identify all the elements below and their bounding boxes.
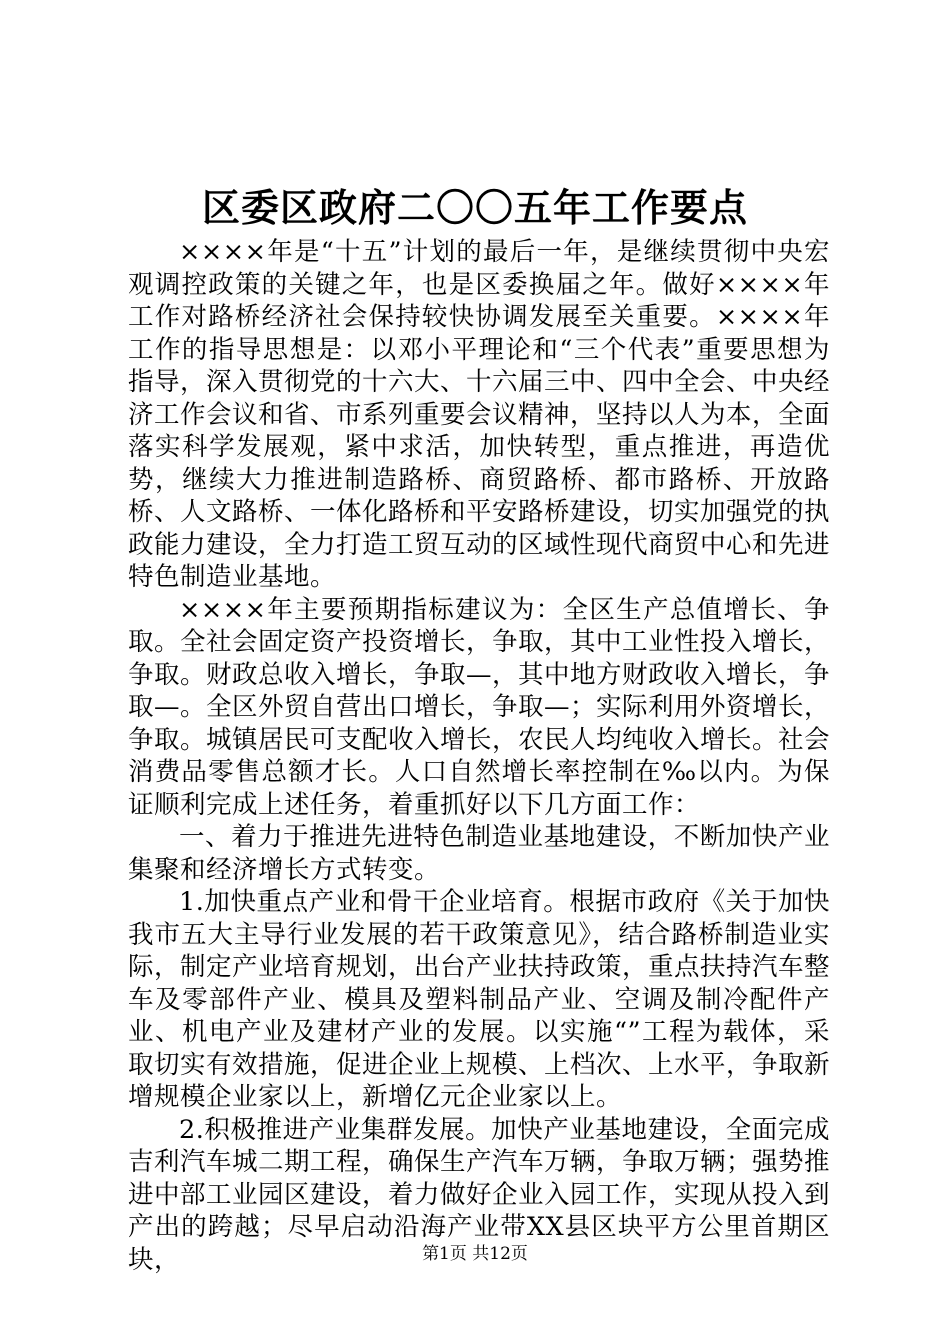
document-title: 区委区政府二〇〇五年工作要点: [201, 185, 748, 230]
paragraph-guiding-thought: ××××年是“十五”计划的最后一年，是继续贯彻中央宏观调控政策的关键之年，也是区委换届之年。做好××××年工作对路桥经济社会保持较快协调发展至关重要。××××年工作的指导思想是：以邓小平理论和“三个代表”重要思想为指导，深入贯彻党的十六大、十六届三中、四中全会、中央经济工作会议和省、市系列重要会议精神，坚持以人为本，全面落实科学发展观，紧中求活，加快转型，重点推进，再造优势，继续大力推进制造路桥、商贸路桥、都市路桥、开放路桥、人文路桥、一体化路桥和平安路桥建设，切实加强党的执政能力建设，全力打造工贸互动的区域性现代商贸中心和先进特色制造业基地。: [128, 237, 831, 592]
paragraph-section-one-heading: 一、着力于推进先进特色制造业基地建设，不断加快产业集聚和经济增长方式转变。: [128, 822, 830, 885]
paragraph-main-targets: ××××年主要预期指标建议为：全区生产总值增长、争取。全社会固定资产投资增长，争取，其中工业性投入增长，争取。财政总收入增长，争取—，其中地方财政收入增长，争取—。全区外贸自营出口增长，争取—；实际利用外资增长，争取。城镇居民可支配收入增长，农民人均纯收入增长。社会消费品零售总额才长。人口自然增长率控制在‰以内。为保证顺利完成上述任务，着重抓好以下几方面工作：: [128, 594, 831, 820]
paragraph-item-1: 1.加快重点产业和骨干企业培育。根据市政府《关于加快我市五大主导行业发展的若干政策意见》，结合路桥制造业实际，制定产业培育规划，出台产业扶持政策，重点扶持汽车整车及零部件产业、模具及塑料制品产业、空调及制冷配件产业、机电产业及建材产业的发展。以实施“”工程为载体，采取切实有效措施，促进企业上规模、上档次、上水平，争取新增规模企业家以上，新增亿元企业家以上。: [128, 887, 831, 1112]
document-body: [128, 236, 830, 1276]
paragraph-item-2: 2.积极推进产业集群发展。加快产业基地建设，全面完成吉利汽车城二期工程，确保生产汽车万辆，争取万辆；强势推进中部工业园区建设，着力做好企业入园工作，实现从投入到产出的跨越；尽早启动沿海产业带XX县区块平方公里首期区块，: [128, 1114, 831, 1275]
page-number-footer: 第1页 共12页: [422, 1244, 528, 1264]
